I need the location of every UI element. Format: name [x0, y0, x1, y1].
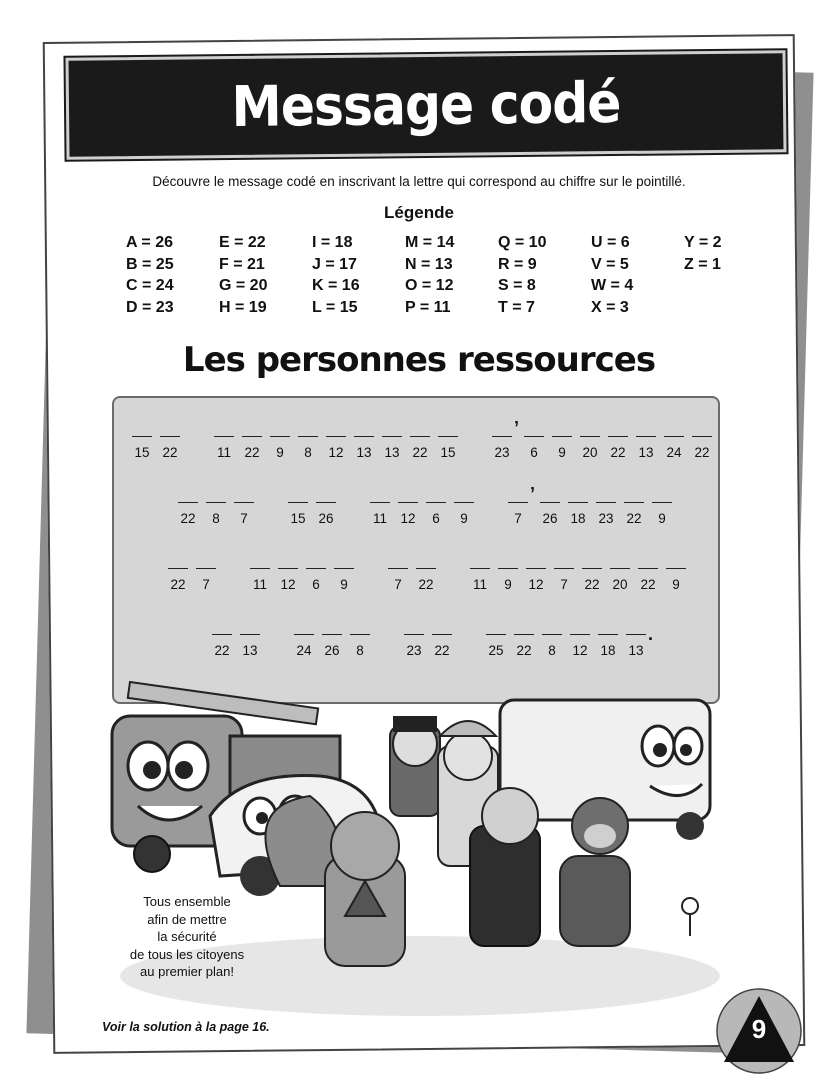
letter-blank[interactable] — [350, 620, 370, 635]
code-number: 8 — [304, 445, 312, 460]
code-number: 8 — [548, 643, 556, 658]
code-number: 12 — [400, 511, 416, 526]
code-cell[interactable] — [402, 620, 426, 658]
code-cell[interactable] — [166, 554, 190, 592]
letter-blank[interactable] — [316, 488, 336, 503]
code-number: 25 — [488, 643, 504, 658]
legend-entry: P = 11 — [405, 298, 451, 316]
code-number: 23 — [598, 511, 614, 526]
letter-blank[interactable] — [638, 554, 658, 569]
code-number: 11 — [252, 577, 267, 592]
code-cell[interactable] — [580, 554, 604, 592]
code-number: 20 — [612, 577, 628, 592]
letter-blank[interactable] — [624, 488, 644, 503]
letter-blank[interactable] — [666, 554, 686, 569]
code-number: 7 — [394, 577, 402, 592]
letter-blank[interactable] — [470, 554, 490, 569]
code-number: 11 — [216, 445, 231, 460]
legend-entry: H = 19 — [219, 298, 267, 316]
letter-blank[interactable] — [240, 620, 260, 635]
caption-text — [112, 893, 262, 981]
code-cell[interactable] — [424, 488, 448, 526]
legend-entry: I = 18 — [312, 234, 353, 251]
code-number: 22 — [610, 445, 626, 460]
code-cell[interactable] — [386, 554, 410, 592]
code-cell[interactable] — [320, 620, 344, 658]
code-number: 9 — [558, 445, 566, 460]
letter-blank[interactable] — [508, 488, 528, 503]
coded-message-box — [112, 396, 720, 704]
letter-blank[interactable] — [398, 488, 418, 503]
caption-line: de tous les citoyens — [129, 946, 245, 962]
legend-entry: N = 13 — [405, 255, 453, 273]
code-cell[interactable] — [506, 488, 530, 526]
letter-blank[interactable] — [212, 620, 232, 635]
code-number: 9 — [460, 511, 468, 526]
letter-blank[interactable] — [388, 554, 408, 569]
code-cell[interactable] — [268, 422, 292, 460]
letter-blank[interactable] — [438, 422, 458, 437]
letter-blank[interactable] — [334, 554, 354, 569]
code-number: 6 — [530, 445, 538, 460]
code-cell[interactable] — [634, 422, 658, 460]
code-number: 11 — [372, 511, 387, 526]
letter-blank[interactable] — [542, 620, 562, 635]
code-number: 12 — [280, 577, 296, 592]
code-number: 12 — [528, 577, 544, 592]
legend-entry: B = 25 — [126, 255, 174, 273]
code-cell[interactable] — [538, 488, 562, 526]
code-cell[interactable] — [324, 422, 348, 460]
letter-blank[interactable] — [426, 488, 446, 503]
legend-entry: R = 9 — [498, 255, 537, 273]
period-mark: . — [648, 624, 654, 644]
letter-blank[interactable] — [554, 554, 574, 569]
letter-blank[interactable] — [568, 488, 588, 503]
letter-blank[interactable] — [610, 554, 630, 569]
code-cell[interactable] — [314, 488, 338, 526]
code-cell[interactable] — [194, 554, 218, 592]
code-number: 23 — [494, 445, 510, 460]
code-number: 15 — [134, 445, 150, 460]
code-number: 24 — [296, 643, 312, 658]
code-cell[interactable] — [130, 422, 154, 460]
code-number: 12 — [328, 445, 344, 460]
code-number: 13 — [628, 643, 644, 658]
letter-blank[interactable] — [214, 422, 234, 437]
code-cell[interactable] — [368, 488, 392, 526]
caption-line: Tous ensemble — [143, 894, 231, 909]
code-cell[interactable] — [496, 554, 520, 592]
code-number: 13 — [638, 445, 654, 460]
code-number: 7 — [240, 511, 248, 526]
code-cell[interactable] — [176, 488, 200, 526]
code-cell[interactable] — [550, 422, 574, 460]
code-number: 6 — [312, 577, 320, 592]
code-cell[interactable] — [396, 488, 420, 526]
code-number: 13 — [356, 445, 372, 460]
legend-entry: M = 14 — [405, 234, 455, 251]
letter-blank[interactable] — [270, 422, 290, 437]
code-number: 9 — [504, 577, 512, 592]
code-cell[interactable] — [662, 422, 686, 460]
legend-entry: U = 6 — [591, 234, 630, 251]
letter-blank[interactable] — [294, 620, 314, 635]
legend-entry: L = 15 — [312, 298, 358, 316]
legend-entry: S = 8 — [498, 277, 536, 294]
legend-entry: K = 16 — [312, 277, 360, 294]
code-number: 8 — [212, 511, 220, 526]
code-cell[interactable] — [664, 554, 688, 592]
code-number: 22 — [640, 577, 656, 592]
caption-line: afin de mettre — [147, 911, 227, 927]
letter-blank[interactable] — [410, 422, 430, 437]
code-cell[interactable] — [606, 422, 630, 460]
letter-blank[interactable] — [242, 422, 262, 437]
legend-entry: Y = 2 — [684, 234, 722, 251]
code-number: 26 — [324, 643, 340, 658]
flower-icon — [682, 898, 698, 936]
code-cell[interactable] — [484, 620, 508, 658]
code-cell[interactable] — [380, 422, 404, 460]
code-number: 11 — [472, 577, 487, 592]
code-cell[interactable] — [296, 422, 320, 460]
letter-blank[interactable] — [322, 620, 342, 635]
letter-blank[interactable] — [524, 422, 544, 437]
code-number: 7 — [202, 577, 210, 592]
code-cell[interactable] — [552, 554, 576, 592]
code-number: 24 — [666, 445, 682, 460]
legend-entry: W = 4 — [591, 277, 634, 294]
code-number: 20 — [582, 445, 598, 460]
page-number: 9 — [751, 1014, 767, 1044]
code-cell[interactable] — [636, 554, 660, 592]
code-number: 15 — [440, 445, 456, 460]
caption-line: la sécurité — [157, 929, 217, 944]
letter-blank[interactable] — [626, 620, 646, 635]
code-number: 9 — [658, 511, 666, 526]
code-cell[interactable] — [690, 422, 714, 460]
code-cell[interactable] — [468, 554, 492, 592]
code-number: 18 — [600, 643, 616, 658]
code-number: 22 — [418, 577, 434, 592]
code-cell[interactable] — [238, 620, 262, 658]
letter-blank[interactable] — [582, 554, 602, 569]
code-cell[interactable] — [304, 554, 328, 592]
code-cell[interactable] — [414, 554, 438, 592]
apostrophe-mark: ’ — [514, 418, 520, 438]
code-number: 22 — [584, 577, 600, 592]
letter-blank[interactable] — [132, 422, 152, 437]
legend-entry: E = 22 — [219, 234, 266, 251]
code-number: 23 — [406, 643, 422, 658]
letter-blank[interactable] — [570, 620, 590, 635]
legend-entry: Q = 10 — [498, 234, 547, 251]
code-number: 8 — [356, 643, 364, 658]
legend-grid — [126, 234, 766, 320]
letter-blank[interactable] — [206, 488, 226, 503]
legend-title: Légende — [384, 203, 454, 222]
code-number: 22 — [412, 445, 428, 460]
code-cell[interactable] — [524, 554, 548, 592]
letter-blank[interactable] — [298, 422, 318, 437]
code-cell[interactable] — [408, 422, 432, 460]
code-cell[interactable] — [622, 488, 646, 526]
code-number: 13 — [384, 445, 400, 460]
page-title: Message codé — [231, 70, 621, 140]
code-number: 22 — [214, 643, 230, 658]
letter-blank[interactable] — [608, 422, 628, 437]
letter-blank[interactable] — [498, 554, 518, 569]
legend-entry: G = 20 — [219, 277, 268, 294]
letter-blank[interactable] — [354, 422, 374, 437]
code-cell[interactable] — [452, 488, 476, 526]
letter-blank[interactable] — [306, 554, 326, 569]
letter-blank[interactable] — [382, 422, 402, 437]
letter-blank[interactable] — [432, 620, 452, 635]
code-number: 22 — [162, 445, 178, 460]
code-cell[interactable] — [522, 422, 546, 460]
code-number: 9 — [340, 577, 348, 592]
code-number: 22 — [170, 577, 186, 592]
letter-blank[interactable] — [492, 422, 512, 437]
letter-blank[interactable] — [514, 620, 534, 635]
code-cell[interactable] — [566, 488, 590, 526]
code-cell[interactable] — [490, 422, 514, 460]
legend-entry: O = 12 — [405, 277, 454, 294]
legend-entry: Z = 1 — [684, 255, 721, 273]
code-cell[interactable] — [332, 554, 356, 592]
code-cell[interactable] — [596, 620, 620, 658]
code-cell[interactable] — [212, 422, 236, 460]
police-officer-icon — [390, 716, 440, 816]
legend-entry: V = 5 — [591, 255, 629, 273]
code-cell[interactable] — [430, 620, 454, 658]
code-number: 22 — [434, 643, 450, 658]
code-cell[interactable] — [204, 488, 228, 526]
letter-blank[interactable] — [598, 620, 618, 635]
letter-blank[interactable] — [636, 422, 656, 437]
legend-entry: T = 7 — [498, 298, 535, 316]
letter-blank[interactable] — [664, 422, 684, 437]
solution-note: Voir la solution à la page 16. — [102, 1020, 270, 1034]
code-number: 22 — [694, 445, 710, 460]
code-number: 7 — [560, 577, 568, 592]
code-number: 7 — [514, 511, 522, 526]
code-cell[interactable] — [292, 620, 316, 658]
letter-blank[interactable] — [486, 620, 506, 635]
code-cell[interactable] — [650, 488, 674, 526]
letter-blank[interactable] — [580, 422, 600, 437]
code-cell[interactable] — [276, 554, 300, 592]
code-number: 15 — [290, 511, 306, 526]
code-cell[interactable] — [158, 422, 182, 460]
code-cell[interactable] — [232, 488, 256, 526]
code-number: 12 — [572, 643, 588, 658]
code-number: 26 — [542, 511, 558, 526]
title-banner — [65, 50, 786, 160]
code-cell[interactable] — [248, 554, 272, 592]
code-number: 22 — [244, 445, 260, 460]
caption-line: au premier plan! — [140, 964, 234, 979]
code-number: 9 — [672, 577, 680, 592]
code-cell[interactable] — [624, 620, 648, 658]
code-cell[interactable] — [436, 422, 460, 460]
code-cell[interactable] — [348, 620, 372, 658]
letter-blank[interactable] — [526, 554, 546, 569]
letter-blank[interactable] — [552, 422, 572, 437]
letter-blank[interactable] — [370, 488, 390, 503]
code-number: 18 — [570, 511, 586, 526]
legend-entry: F = 21 — [219, 255, 265, 273]
letter-blank[interactable] — [168, 554, 188, 569]
code-cell[interactable] — [240, 422, 264, 460]
letter-blank[interactable] — [454, 488, 474, 503]
code-cell[interactable] — [594, 488, 618, 526]
legend-entry: X = 3 — [591, 298, 629, 316]
code-number: 9 — [276, 445, 284, 460]
code-cell[interactable] — [578, 422, 602, 460]
letter-blank[interactable] — [596, 488, 616, 503]
legend-entry: C = 24 — [126, 277, 174, 294]
letter-blank[interactable] — [196, 554, 216, 569]
code-cell[interactable] — [286, 488, 310, 526]
letter-blank[interactable] — [288, 488, 308, 503]
puzzle-subtitle: Les personnes ressources — [182, 340, 656, 380]
letter-blank[interactable] — [326, 422, 346, 437]
letter-blank[interactable] — [178, 488, 198, 503]
letter-blank[interactable] — [278, 554, 298, 569]
letter-blank[interactable] — [234, 488, 254, 503]
letter-blank[interactable] — [160, 422, 180, 437]
legend-entry: A = 26 — [126, 234, 173, 251]
code-number: 22 — [626, 511, 642, 526]
code-number: 22 — [516, 643, 532, 658]
letter-blank[interactable] — [404, 620, 424, 635]
letter-blank[interactable] — [416, 554, 436, 569]
code-cell[interactable] — [512, 620, 536, 658]
code-cell[interactable] — [352, 422, 376, 460]
code-cell[interactable] — [608, 554, 632, 592]
instructions-text: Découvre le message codé en inscrivant la lettre qui correspond au chiffre sur le pointillé. — [152, 174, 686, 189]
code-number: 26 — [318, 511, 334, 526]
code-number: 13 — [242, 643, 258, 658]
code-cell[interactable] — [568, 620, 592, 658]
letter-blank[interactable] — [540, 488, 560, 503]
letter-blank[interactable] — [652, 488, 672, 503]
code-number: 22 — [180, 511, 196, 526]
apostrophe-mark: ’ — [530, 484, 536, 504]
letter-blank[interactable] — [692, 422, 712, 437]
code-cell[interactable] — [210, 620, 234, 658]
legend-entry: J = 17 — [312, 255, 357, 273]
letter-blank[interactable] — [250, 554, 270, 569]
code-cell[interactable] — [540, 620, 564, 658]
legend-entry: D = 23 — [126, 298, 174, 316]
code-number: 6 — [432, 511, 440, 526]
